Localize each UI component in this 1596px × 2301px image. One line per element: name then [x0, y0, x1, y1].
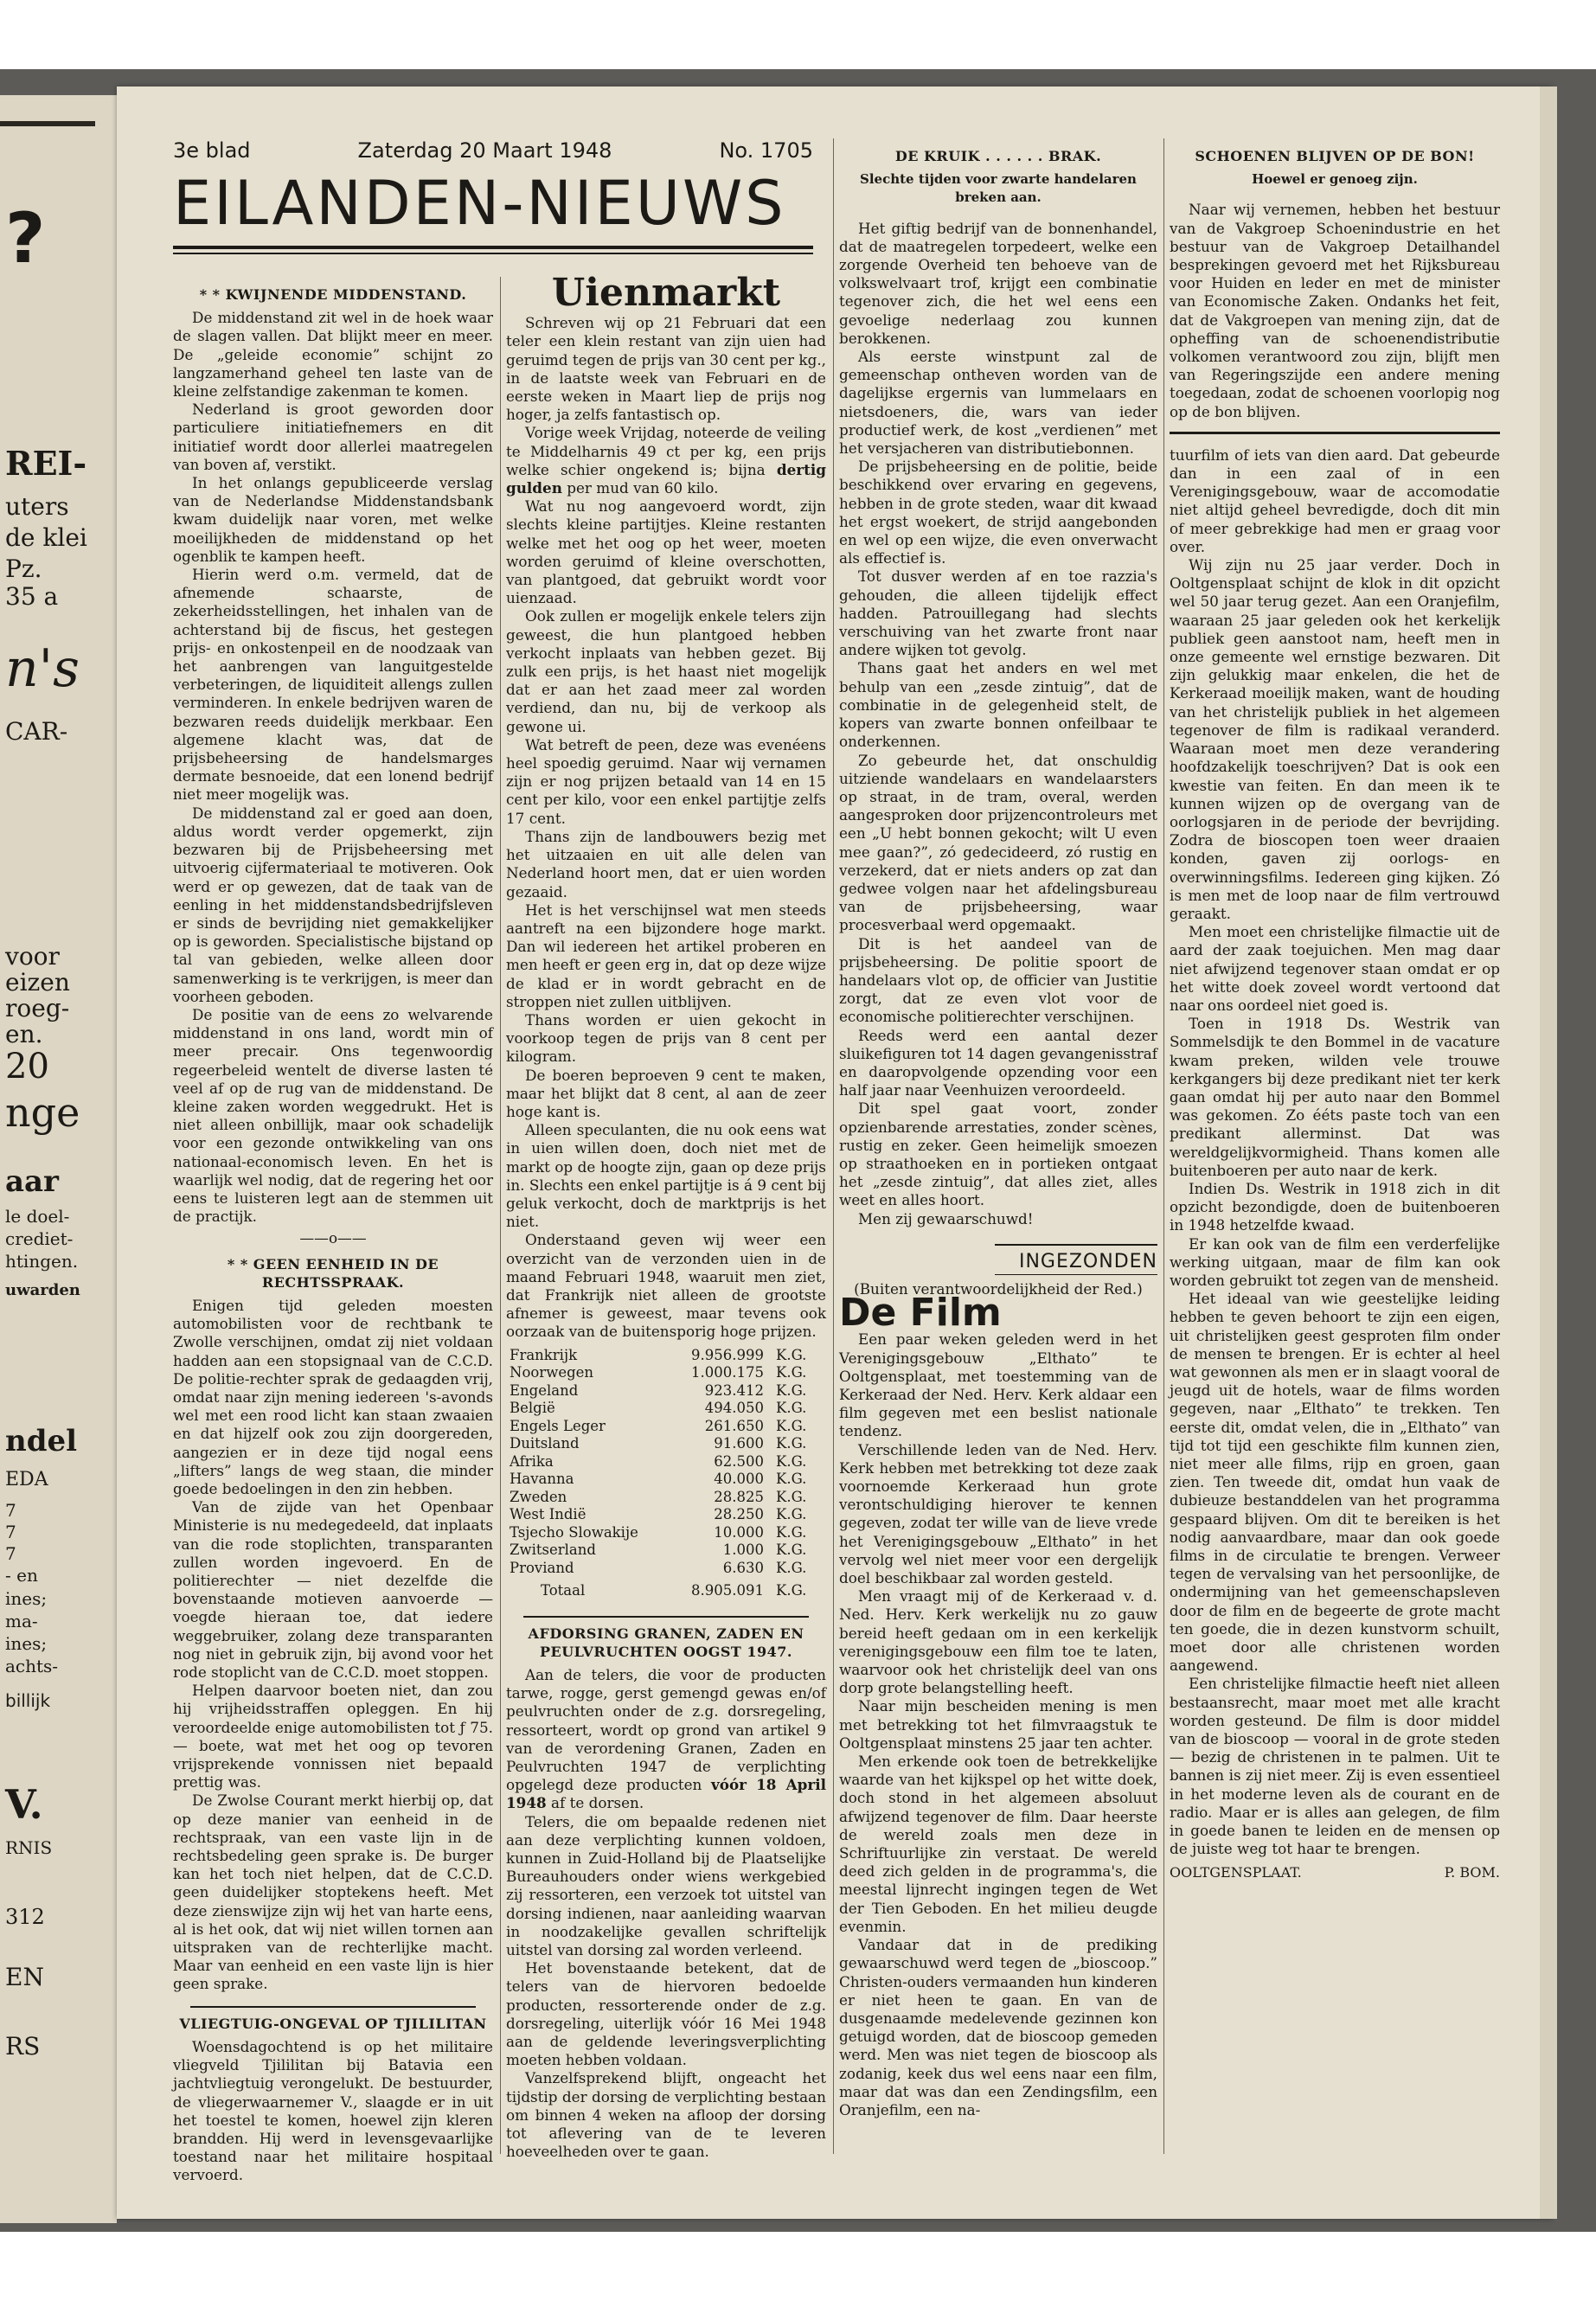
article-paragraph: De middenstand zit wel in de hoek waar de slagen vallen. Dat blijkt meer en meer. De „geleide economie” schijnt zo langzamerhand geheel ten laste van de kleine zelfstandige zakenman te komen. — [173, 309, 493, 401]
quantity-cell: 10.000 — [714, 1523, 764, 1541]
article-paragraph: Woensdagochtend is op het militaire vliegveld Tjililitan bij Batavia een jachtvliegtuig verongelukt. De bestuurder, de vliegerwaarnemer V., slaagde er in uit het toestel te komen, hoewel zijn kleren brandden. Hij werd in levensgevaarlijke toestand naar het militaire hospitaal vervoerd. — [173, 2037, 493, 2184]
strip-fragment: aar — [5, 1164, 59, 1199]
masthead-rule — [173, 246, 813, 249]
signature-place: OOLTGENSPLAAT. — [1170, 1864, 1302, 1881]
table-row — [506, 1435, 826, 1453]
table-row — [506, 1560, 826, 1578]
column-divider — [1163, 138, 1164, 2154]
text-run-bold: dertig gulden — [506, 460, 826, 497]
country-cell: Duitsland — [510, 1435, 580, 1452]
divider — [1170, 432, 1500, 434]
article-paragraph: Vandaar dat in de prediking gewaarschuwd werd tegen de „bioscoop.” Christen-ouders vermaanden hun kinderen er niet heen te gaan. En van de dusgenaamde medelevende gezinnen kon getuigd worden, dat de bioscoop gemeden werd. Men was niet tegen de bioscoop als zodanig, keek dus wel eens naar een film, maar dat was dan een Zendingsfilm, een Oranjefilm, een na- — [839, 1936, 1157, 2118]
article-paragraph: Naar wij vernemen, hebben het bestuur van de Vakgroep Schoenindustrie en het bestuur van de Vakgroep Detailhandel besprekingen gevoerd met het Rijksbureau voor Huiden en leder en met de minister van Economische Zaken. Ondanks het feit, dat de Vakgroepen van mening zijn, dat de opheffing van de schoenendistributie volkomen verantwoord zou zijn, blijft men van Regeringszijde een andere mening toegedaan, zodat de schoenen voorlopig nog op de bon blijven. — [1170, 201, 1500, 420]
column-2 — [506, 271, 826, 2161]
strip-fragment: roeg- — [5, 994, 70, 1022]
masthead — [173, 138, 813, 239]
strip-fragment: RNIS — [5, 1837, 53, 1858]
strip-fragment: en. — [5, 1020, 43, 1048]
article-paragraph: Tot dusver werden af en toe razzia's gehouden, die alleen tijdelijk effect hadden. Patrouillegang had slechts verschuiving van het zwarte front naar andere wijken tot gevolg. — [839, 567, 1157, 659]
quantity-cell: 40.000 — [714, 1471, 764, 1488]
strip-fragment: de klei — [5, 523, 87, 552]
article-paragraph: Men vraagt mij of de Kerkeraad v. d. Ned. Herv. Kerk werkelijk nu zo gauw bereid heeft gedaan om in een kerkelijk verenigingsgebouw een film toe te laten, waarvoor ook het christelijk deel van ons dorp grote belangstelling heeft. — [839, 1587, 1157, 1697]
unit-cell: K.G. — [776, 1400, 807, 1417]
table-row — [506, 1471, 826, 1489]
article-paragraph: Men zij gewaarschuwd! — [858, 1209, 1034, 1227]
quantity-cell: 6.630 — [722, 1559, 764, 1576]
export-table-body — [506, 1347, 826, 1578]
table-row — [506, 1347, 826, 1365]
country-cell: Havanna — [510, 1471, 574, 1488]
total-unit: K.G. — [776, 1582, 807, 1599]
article-heading: * * GEEN EENHEID IN DE RECHTSSPRAAK. — [227, 1255, 439, 1291]
previous-page-fragment — [0, 95, 117, 2223]
article-paragraph: De boeren beproeven 9 cent te maken, maar het blijkt dat 8 cent, al aan de zeer hoge kant is. — [506, 1066, 826, 1120]
table-row — [506, 1453, 826, 1471]
strip-fragment: - en — [5, 1565, 38, 1586]
quantity-cell: 1.000 — [722, 1541, 764, 1559]
article-paragraph: Men moet een christelijke filmactie uit de aard der zaak toejuichen. Men mag daar niet afwijzend tegenover staan omdat er op het witte doek zoveel wordt vertoond dat naar ons oordeel niet goed is. — [1170, 923, 1500, 1014]
country-cell: West Indië — [510, 1506, 586, 1523]
strip-fragment: ndel — [5, 1424, 78, 1458]
quantity-cell: 91.600 — [714, 1435, 764, 1452]
article-paragraph: Een christelijke filmactie heeft niet alleen bestaansrecht, maar moet met alle kracht worden gesteund. De film is door middel van de bioscoop — vooral in de grote steden — bezig de christenen in te palmen. Uit te bannen is zij niet meer. Zij is even essentieel in het moderne leven als de courant en de radio. Maar er is alles aan gelegen, de film in goede banen te leiden en de mensen op de juiste weg tot haar te brengen. — [1170, 1675, 1500, 1858]
unit-cell: K.G. — [776, 1471, 807, 1488]
strip-fragment: ines; — [5, 1633, 48, 1654]
article-paragraph: Enigen tijd geleden moesten automobilisten voor de rechtbank te Zwolle verschijnen, omdat zij niet voldaan hadden aan een stopsignaal van de C.C.D. De politie-rechter sprak de gedaagden vrij, omdat naar zijn mening iedereen 's-avonds wel met een rood licht kan staan zwaaien en dat hijzelf ook zou zijn doorgereden, aangezien er in deze tijd nogal eens „lifters” langs de weg staan, die minder goede bedoelingen in den zin hebben. — [173, 1296, 493, 1497]
table-row — [506, 1506, 826, 1524]
table-row — [506, 1541, 826, 1560]
text-run: af te dorsen. — [546, 1794, 644, 1812]
issue-date: Zaterdag 20 Maart 1948 — [357, 138, 612, 163]
newspaper-title: EILANDEN-NIEUWS — [173, 168, 786, 239]
quantity-cell: 1.000.175 — [691, 1364, 764, 1381]
article-heading: SCHOENEN BLIJVEN OP DE BON! — [1195, 148, 1475, 164]
separator: ——o—— — [299, 1229, 367, 1247]
signature — [1170, 1863, 1500, 1881]
quantity-cell: 9.956.999 — [691, 1346, 764, 1363]
strip-fragment: ? — [5, 198, 46, 279]
strip-fragment: ines; — [5, 1588, 48, 1609]
country-cell: Proviand — [510, 1559, 574, 1576]
article-paragraph: Verschillende leden van de Ned. Herv. Kerk hebben met betrekking tot deze zaak voornoemde Kerkeraad hun grote verontschuldiging hierover te kennen gegeven, zodat ter wille van de lieve vrede het Verenigingsgebouw „Elthato” in het vervolg wel niet meer voor een dergelijk doel beschikbaar zal worden gesteld. — [839, 1440, 1157, 1587]
country-cell: Zweden — [510, 1488, 567, 1505]
article-paragraph: Vanzelfsprekend blijft, ongeacht het tijdstip der dorsing de verplichting bestaan om binnen 4 weken na afloop der dorsing tot aflevering van de te leveren hoeveelheden over te gaan. — [506, 2069, 826, 2161]
text-run-bold: vóór 18 April 1948 — [506, 1776, 826, 1812]
quantity-cell: 923.412 — [704, 1381, 764, 1399]
total-row — [506, 1582, 826, 1600]
article-paragraph: Men erkende ook toen de betrekkelijke waarde van het kijkspel op het witte doek, doch stond in het algemeen absoluut afwijzend tegenover de film. Daar heerste de wereld zoals men deze in Schriftuurlijke zin verstaat. De wereld deed zich gelden in de programma's, die meestal lijnrecht ingingen tegen de Wet der Tien Geboden. En het milieu deugde evenmin. — [839, 1753, 1157, 1935]
strip-fragment: 7 — [5, 1543, 16, 1564]
strip-fragment: voor — [5, 942, 60, 971]
article-paragraph: Zo gebeurde het, dat onschuldig uitziende wandelaars en wandelaarsters op straat, in de tram, overal, werden aangesproken door prijzencontroleurs met een „U hebt bonnen gekocht; wilt U even mee gaan?”, zó gedecideerd, zó rustig en verzekerd, dat er niets anders op zat dan gedwee volgen naar het afdelingsbureau van de prijsbeheersing, waar procesverbaal werd opgemaakt. — [839, 751, 1157, 934]
article-paragraph: De Zwolse Courant merkt hierbij op, dat op deze manier van eenheid in de rechtspraak, van een vaste lijn in de rechtsbedeling geen sprake is. De burger kan het toch niet helpen, dat de C.C.D. geen duidelijker stoptekens heeft. Met deze zienswijze zijn wij het van harte eens, al is het ook, dat wij niet willen tornen aan uitspraken van de rechterlijke macht. Maar van eenheid en een vaste lijn is hier geen sprake. — [173, 1791, 493, 1993]
country-cell: Frankrijk — [510, 1346, 578, 1363]
article-paragraph: Er kan ook van de film een verderfelijke werking uitgaan, maar de film kan ook worden gebruikt tot zegen van de mensheid. — [1170, 1234, 1500, 1289]
divider — [0, 121, 95, 126]
article-paragraph: Toen in 1918 Ds. Westrik van Sommelsdijk te den Bommel in de vacature kwam preken, wilden vele trouwe kerkgangers bij deze predikant niet ter kerk gaan omdat hij per auto naar den Bommel was gekomen. Zo ééts paste toch van een predikant allerminst. Dat was wereldgelijkvormigheid. Thans komen alle buitenboeren per auto naar de kerk. — [1170, 1015, 1500, 1179]
article-paragraph: Het giftig bedrijf van de bonnenhandel, dat de maatregelen torpedeert, welke een zorgende Overheid ten behoeve van de volkswelvaart trof, krijgt een combinatie tegenover zich, die het wel eens een gevoelige nederlaag zou kunnen berokkenen. — [839, 219, 1157, 347]
article-heading: * * KWIJNENDE MIDDENSTAND. — [199, 286, 467, 303]
strip-fragment: htingen. — [5, 1251, 79, 1272]
strip-fragment: 7 — [5, 1500, 16, 1521]
strip-fragment: uters — [5, 492, 69, 521]
divider — [995, 1244, 1157, 1246]
country-cell: Zwitserland — [510, 1541, 596, 1559]
unit-cell: K.G. — [776, 1541, 807, 1559]
article-paragraph: Dit spel gaat voort, zonder opzienbarende arrestaties, zonder scènes, rustig en zeker. Geen heimelijk smoezen op straathoeken en in portieken ontgaat het „zesde zintuig”, dat alles ziet, alles weet en alles hoort. — [839, 1099, 1157, 1209]
article-paragraph: Wat betreft de peen, deze was evenéens heel spoedig geruimd. Naar wij vernamen zijn er nog prijzen betaald van 14 en 15 cent per kilo, voor een enkel partijtje zelfs 17 cent. — [506, 735, 826, 827]
text-run: per mud van 60 kilo. — [561, 479, 719, 497]
article-paragraph: Nederland is groot geworden door particuliere initiatiefnemers en dit initiatief wordt door allerlei maatregelen van boven af, verstikt. — [173, 401, 493, 473]
strip-fragment: RS — [5, 2032, 41, 2061]
unit-cell: K.G. — [776, 1364, 807, 1381]
section-heading: INGEZONDEN — [1018, 1250, 1157, 1272]
article-paragraph: Wat nu nog aangevoerd wordt, zijn slechts kleine partijtjes. Kleine restanten welke met het oog op het weer, moeten worden geruimd of kleine overschotten, van plantgoed, dat gebruikt wordt voor uienzaad. — [506, 497, 826, 607]
country-cell: Noorwegen — [510, 1364, 594, 1381]
signature-author: P. BOM. — [1444, 1864, 1500, 1881]
table-row — [506, 1524, 826, 1542]
strip-fragment: CAR- — [5, 717, 68, 746]
column-divider — [500, 277, 501, 2154]
article-paragraph: Hierin werd o.m. vermeld, dat de afnemende schaarste, de zekerheidsstellingen, het inhalen van de achterstand bij de fiscus, het gestegen prijs- en onkostenpeil en de noodzaak van het aanbrengen van languitgestelde verbeteringen, de liquiditeit allengs zullen verminderen. In enkele bedrijven waren de bezwaren reeds duidelijk merkbaar. Een algemene klacht was, dat de prijsbeheersing de handelsmarges dermate besnoeide, dat een lonend bedrijf niet meer mogelijk was. — [173, 566, 493, 804]
article-paragraph — [506, 1666, 826, 1813]
strip-fragment: le doel- — [5, 1206, 70, 1227]
article-paragraph: Thans zijn de landbouwers bezig met het uitzaaien en uit alle delen van Nederland hoort men, dat er uien worden gezaaid. — [506, 827, 826, 901]
article-paragraph: Thans worden er uien gekocht in voorkoop tegen de prijs van 8 cent per kilogram. — [506, 1010, 826, 1066]
article-paragraph: Telers, die om bepaalde redenen niet aan deze verplichting kunnen voldoen, kunnen in Zuid-Holland bij de Plaatselijke Bureauhouders onder wiens werkgebied zij ressorteren, een verzoek tot uitstel van dorsing indienen, naar aanleiding waarvan in noodzakelijke gevallen schriftelijk uitstel van dorsing zal worden verleend. — [506, 1812, 826, 1959]
country-cell: Engels Leger — [510, 1417, 606, 1434]
page-label: 3e blad — [173, 138, 251, 163]
export-total — [506, 1582, 826, 1600]
article-paragraph: Een paar weken geleden werd in het Verenigingsgebouw „Elthato” te Ooltgensplaat, met toestemming van de Kerkeraad der Ned. Herv. Kerk aldaar een film gegeven met een beslist nationale tendenz. — [839, 1330, 1157, 1440]
table-row — [506, 1382, 826, 1400]
quantity-cell: 261.650 — [704, 1417, 764, 1434]
strip-fragment: EN — [5, 1963, 44, 1991]
quantity-cell: 28.250 — [714, 1506, 764, 1523]
strip-fragment: uwarden — [5, 1281, 80, 1299]
article-paragraph: Dit is het aandeel van de prijsbeheersing. De politie spoort de handelaars vlot op, de officier van Justitie zorgt, dat ze even vlot voor de economische politierechter verschijnen. — [839, 934, 1157, 1026]
article-paragraph: De middenstand zal er goed aan doen, aldus wordt verder opgemerkt, zijn bezwaren bij de Prijsbeheersing met uitvoerig cijfermateriaal te motiveren. Ook werd er op gewezen, dat de taak van de eenling in het middenstandsbedrijfsleven er sinds de bevrijding niet gemakkelijker op is geworden. Specialistische bijstand op tal van gebieden, welke alleen door samenwerking is te verkrijgen, is meer dan voorheen geboden. — [173, 804, 493, 1005]
strip-fragment: 20 — [5, 1047, 49, 1086]
article-paragraph: Ook zullen er mogelijk enkele telers zijn geweest, die hun plantgoed hebben verkocht inplaats van hebben gezet. Bij zulk een prijs, is het haast niet mogelijk dat er aan het zaad meer zal worden verdiend, dan nu, bij de verkoop als gewone ui. — [506, 607, 826, 735]
unit-cell: K.G. — [776, 1488, 807, 1505]
country-cell: België — [510, 1400, 555, 1417]
country-cell: Engeland — [510, 1381, 579, 1399]
column-3 — [839, 140, 1157, 2119]
quantity-cell: 28.825 — [714, 1488, 764, 1505]
article-heading: VLIEGTUIG-ONGEVAL OP TJILILITAN — [179, 2015, 487, 2032]
unit-cell: K.G. — [776, 1417, 807, 1434]
article-paragraph: Thans gaat het anders en wel met behulp van een „zesde zintuig”, dat de combinatie in de gelegenheid stelt, de kopers van zwarte bonnen onfeilbaar te onderkennen. — [839, 659, 1157, 751]
country-cell: Afrika — [510, 1452, 554, 1470]
article-heading: AFDORSING GRANEN, ZADEN EN PEULVRUCHTEN OOGST 1947. — [528, 1625, 804, 1660]
strip-fragment: n's — [5, 638, 80, 699]
divider — [995, 1274, 1157, 1275]
unit-cell: K.G. — [776, 1523, 807, 1541]
masthead-info-row — [173, 138, 813, 163]
total-label: Totaal — [541, 1582, 586, 1599]
unit-cell: K.G. — [776, 1381, 807, 1399]
article-paragraph: De positie van de eens zo welvarende middenstand in ons land, wordt min of meer precair. Ons tegenwoordig regeerbeleid wentelt de diverse lasten té veel af op de rug van de middenstand. De kleine zaken worden weggedrukt. Het is niet alleen onbillijk, maar ook schadelijk voor een gezonde ontwikkeling van ons nationaal-economisch leven. En het is waarlijk wel nodig, dat de regering het oor eens te luisteren legt aan de stemmen uit de practijk. — [173, 1005, 493, 1226]
article-heading: DE KRUIK . . . . . . BRAK. — [894, 148, 1102, 164]
table-row — [506, 1400, 826, 1418]
strip-fragment: billijk — [5, 1690, 51, 1711]
strip-fragment: nge — [5, 1089, 80, 1136]
unit-cell: K.G. — [776, 1346, 807, 1363]
article-paragraph: Het ideaal van wie geestelijke leiding hebben te geven behoort te zijn een eigen, uit christelijken geest gesproten film onder de mensen te brengen. Er is echter al heel wat gewonnen als men er in slaagt vooral de jeugd uit de hotels, waar de films worden gegeven, naar „Elthato” te trekken. Ten eerste dit, omdat velen, die in „Elthato” van tijd tot tijd een geschikte film kunnen zien, niet meer alle films, rijp en groen, gaan zien. Ten tweede dit, omdat hun vaak de dubieuze bestanddelen van het programma gespaard blijven. Om dit te bereiken is het nodig aanvaardbare, maar dan ook goede films in de circulatie te brengen. Verweer tegen de vervalsing van het persoonlijke, de ondermijning van het gemeenschapsleven door de film en de begeerte de grote macht ten goede, die in dezen kunstvorm schuilt, moet door alle christenen worden aangewend. — [1170, 1290, 1500, 1675]
column-divider — [833, 138, 834, 2154]
unit-cell: K.G. — [776, 1559, 807, 1576]
article-paragraph: Naar mijn bescheiden mening is men met betrekking tot het filmvraagstuk te Ooltgensplaat minstens 25 jaar ten achter. — [839, 1697, 1157, 1752]
article-paragraph: Helpen daarvoor boeten niet, dan zou hij vrijheidsstraffen opleggen. En hij veroordeelde enige automobilisten tot ƒ 75.— boete, wat met het oog op tevoren vrijsprekende vonnissen niet bepaald prettig was. — [173, 1682, 493, 1791]
export-table — [506, 1347, 826, 1578]
article-title: Uienmarkt — [551, 271, 781, 315]
quantity-cell: 494.050 — [704, 1400, 764, 1417]
article-paragraph: De prijsbeheersing en de politie, beide beschikkend over ervaring en gegevens, hebben in de grote steden, waar dit kwaad het ergst woekert, de strijd aangebonden en wel op een wijze, die even onverwacht als effectief is. — [839, 458, 1157, 567]
masthead-rule — [173, 253, 813, 254]
article-subheading: Slechte tijden voor zwarte handelaren breken aan. — [860, 171, 1137, 206]
unit-cell: K.G. — [776, 1452, 807, 1470]
article-paragraph — [506, 424, 826, 497]
article-paragraph: Wij zijn nu 25 jaar verder. Doch in Ooltgensplaat schijnt de klok in dit opzicht wel 50 jaar terug gezet. Aan een Oranjefilm, waaraan 25 jaar geleden ook het kerkelijk publiek geen aanstoot nam, heeft men in onze gemeente wel ernstige bezwaren. Dit zijn gelukkig maar enkelen, die het de Kerkeraad moeilijk maken, want de houding van het christelijk publiek in het algemeen tegenover de film is radikaal veranderd. Waaraan moet men deze verandering hoofdzakelijk toeschrijven? Dat is ook een kwestie van feiten. En dan meen ik te kunnen wijzen op de overgang van de oorlogsjaren in de periode der bevrijding. Zodra de bioscopen toen weer draaien konden, gaven zij oorlogs- en overwinningsfilms. Iedereen ging kijken. Zó is men met de loop naar de film vertrouwd geraakt. — [1170, 556, 1500, 922]
country-cell: Tsjecho Slowakije — [510, 1523, 638, 1541]
article-paragraph: Indien Ds. Westrik in 1918 zich in dit opzicht bezondigde, doen de buitenboeren in 1948 hetzelfde kwaad. — [1170, 1179, 1500, 1234]
article-paragraph: Reeds werd een aantal dezer sluikefiguren tot 14 dagen gevangenisstraf en daaropvolgende opzending voor een half jaar naar Veenhuizen veroordeeld. — [839, 1026, 1157, 1099]
strip-fragment: crediet- — [5, 1228, 74, 1249]
strip-fragment: 35 a — [5, 582, 59, 611]
total-value: 8.905.091 — [691, 1582, 764, 1599]
article-paragraph: tuurfilm of iets van dien aard. Dat gebeurde dan in een zaal of in een Verenigingsgebouw, waar de accomodatie niet altijd geheel bevredigde, doch dit min of meer gebrekkige had men er graag voor over. — [1170, 445, 1500, 555]
article-paragraph: Het bovenstaande betekent, dat de telers van de hiervoren bedoelde producten, ressorterende onder de z.g. dorsregeling, uiterlijk vóór 16 Mei 1948 aan de geldende leveringsverplichting moeten hebben voldaan. — [506, 1959, 826, 2069]
strip-fragment: Pz. — [5, 554, 42, 583]
text-run: Aan de telers, die voor de producten tarwe, rogge, gerst gemengd gewas en/of peulvruchten onder de z.g. dorsregeling, ressorteert, wordt op grond van artikel 9 van de verordening Granen, Zaden en Peulvruchten 1947 de verplichting opgelegd deze producten — [506, 1665, 826, 1794]
table-row — [506, 1364, 826, 1382]
disclaimer: (Buiten verantwoordelijkheid der Red.) — [854, 1279, 1143, 1298]
page-edge — [1540, 87, 1557, 2219]
divider — [523, 1616, 809, 1618]
quantity-cell: 62.500 — [714, 1452, 764, 1470]
column-1 — [173, 279, 493, 2185]
article-paragraph: Schreven wij op 21 Februari dat een teler een klein restant van zijn uien had geruimd tegen de prijs van 30 cent per kg., in de laatste week van Februari en de eerste weken in Maart liep de prijs nog hoger, ja zelfs fantastisch op. — [506, 314, 826, 424]
column-4 — [1170, 140, 1500, 1882]
strip-fragment: V. — [5, 1781, 43, 1828]
table-row — [506, 1489, 826, 1507]
issue-number: No. 1705 — [719, 138, 813, 163]
unit-cell: K.G. — [776, 1435, 807, 1452]
text-run: Vorige week Vrijdag, noteerde de veiling te Middelharnis 49 ct per kg, een prijs welke schier ongekend is; bijna — [506, 424, 826, 478]
strip-fragment: eizen — [5, 968, 70, 997]
strip-fragment: 7 — [5, 1522, 16, 1542]
unit-cell: K.G. — [776, 1506, 807, 1523]
article-subheading: Hoewel er genoeg zijn. — [1252, 171, 1418, 188]
strip-fragment: ma- — [5, 1611, 38, 1631]
article-paragraph: Onderstaand geven wij weer een overzicht van de verzonden uien in de maand Februari 1948, waaruit men ziet, dat Frankrijk niet alleen de grootste afnemer is geweest, maar tevens ook oorzaak van de buitensporig hoge prijzen. — [506, 1231, 826, 1341]
table-row — [506, 1418, 826, 1436]
article-paragraph: Alleen speculanten, die nu ook eens wat in uien willen doen, doch niet met de markt op de hoogte zijn, gaan op deze prijs in. Slechts een enkel partijtje is á 9 cent bij geluk verkocht, doch de marktprijs is het niet. — [506, 1121, 826, 1231]
article-paragraph: In het onlangs gepubliceerde verslag van de Nederlandse Middenstandsbank kwam duidelijk naar voren, met welke moeilijkheden de middenstand op het ogenblik te kampen heeft. — [173, 474, 493, 565]
article-paragraph: Van de zijde van het Openbaar Ministerie is nu medegedeeld, dat inplaats van die rode stoplichten, transparanten zullen worden ingevoerd. En de politierechter — niet dezelfde die bovenstaande motieven aanvoerde — voegde hieraan toe, dat iedere weggebruiker, zolang deze transparanten nog niet in gebruik zijn, bij avond voor het rode stoplicht van de C.C.D. moet stoppen. — [173, 1498, 493, 1682]
strip-fragment: REI- — [5, 444, 87, 483]
article-paragraph: Het is het verschijnsel wat men steeds aantreft na een bijzondere hoge markt. Dan wil iedereen het artikel proberen en men heeft er geen erg in, dat op deze wijze de klad er in wordt gebracht en de stroppen niet zullen uitblijven. — [506, 901, 826, 1010]
strip-fragment: EDA — [5, 1469, 48, 1490]
divider — [190, 2006, 476, 2008]
article-title: De Film — [839, 1291, 1002, 1336]
strip-fragment: achts- — [5, 1656, 59, 1676]
strip-fragment: 312 — [5, 1905, 45, 1929]
article-paragraph: Als eerste winstpunt zal de gemeenschap ontheven worden van de dagelijkse ergernis van lummelaars en nietsdoeners, die, wars van ieder productief werk, de kost „verdienen” met het versjacheren van distributiebonnen. — [839, 348, 1157, 458]
